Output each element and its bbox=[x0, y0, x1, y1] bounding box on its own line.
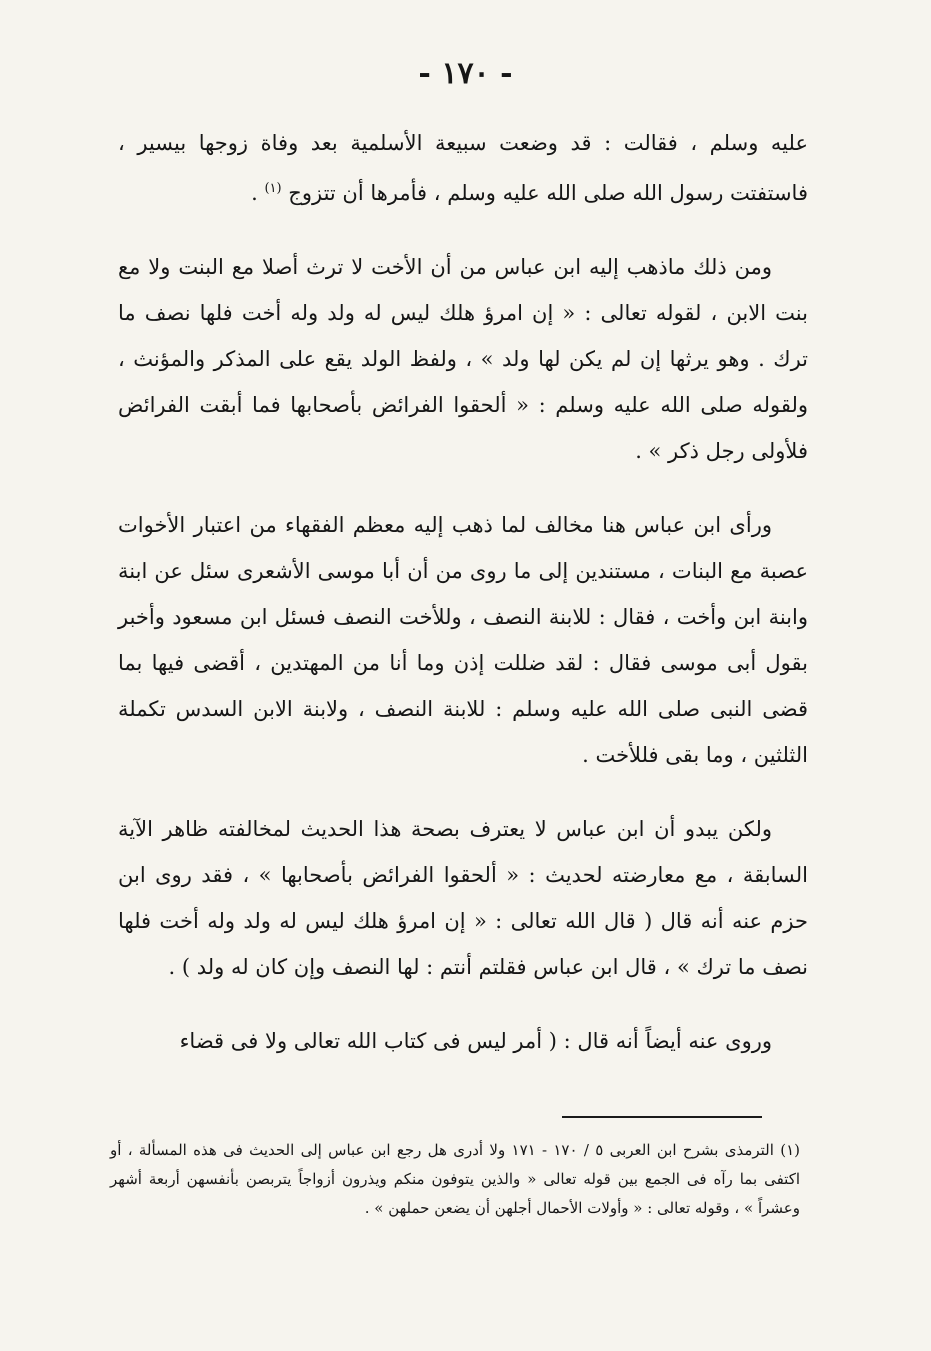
paragraph-3: ورأى ابن عباس هنا مخالف لما ذهب إليه معظم الفقهاء من اعتبار الأخوات عصبة مع البنات ، مستندين إلى ما روى من أن أبا موسى الأشعرى سئل عن ابنة وابنة ابن وأخت ، فقال : للابنة النصف ، وللأخت النصف فسئل ابن مسعود وأخبر بقول أبى موسى فقال : لقد ضللت إذن وما أنا من المهتدين ، أقضى فيها بما قضى النبى صلى الله عليه وسلم : للابنة النصف ، ولابنة الابن السدس تكملة الثلثين ، وما بقى فللأخت . bbox=[118, 513, 808, 767]
paragraph-1: عليه وسلم ، فقالت : قد وضعت سبيعة الأسلمية بعد وفاة زوجها بيسير ، فاستفتت رسول الله صلى الله عليه وسلم ، فأمرها أن تتزوج $^{(١)}$ . bbox=[118, 131, 808, 205]
main-text bbox=[118, 120, 808, 1064]
page-number: - ١٧٠ - bbox=[418, 56, 513, 91]
footnote-reference: (١) bbox=[264, 181, 282, 196]
paragraph-4: ولكن يبدو أن ابن عباس لا يعترف بصحة هذا الحديث لمخالفته ظاهر الآية السابقة ، مع معارضته لحديث : « ألحقوا الفرائض بأصحابها » ، فقد روى ابن حزم عنه أنه قال ( قال الله تعالى : « إن امرؤ هلك ليس له ولد وله أخت فلها نصف ما ترك » ، قال ابن عباس فقلتم أنتم : لها النصف وإن كان له ولد ) . bbox=[118, 817, 808, 979]
paragraph-1-text: عليه وسلم ، فقالت : قد وضعت سبيعة الأسلمية بعد وفاة زوجها بيسير ، فاستفتت رسول الله صلى الله عليه وسلم ، فأمرها أن تتزوج bbox=[118, 131, 808, 205]
paragraph-2: ومن ذلك ماذهب إليه ابن عباس من أن الأخت لا ترث أصلا مع البنت ولا مع بنت الابن ، لقوله تعالى : « إن امرؤ هلك ليس له ولد وله أخت فلها نصف ما ترك . وهو يرثها إن لم يكن لها ولد » ، ولفظ الولد يقع على المذكر والمؤنث ، ولقوله صلى الله عليه وسلم : « ألحقوا الفرائض بأصحابها فما أبقت الفرائض فلأولى رجل ذكر » . bbox=[118, 255, 808, 463]
paragraph-5: وروى عنه أيضاً أنه قال : ( أمر ليس فى كتاب الله تعالى ولا فى قضاء bbox=[179, 1029, 772, 1053]
footnote-divider bbox=[562, 1116, 762, 1118]
footnote: (١) الترمذى بشرح ابن العربى ٥ / ١٧٠ - ١٧١ ولا أدرى هل رجع ابن عباس إلى الحديث فى هذه المسألة ، أو اكتفى بما رآه فى الجمع بين قوله تعالى « والذين يتوفون منكم ويذرون أزواجاً يتربصن بأنفسهن أربعة أشهر وعشراً » ، وقوله تعالى : « وأولات الأحمال أجلهن أن يضعن حملهن » . bbox=[110, 1141, 800, 1217]
